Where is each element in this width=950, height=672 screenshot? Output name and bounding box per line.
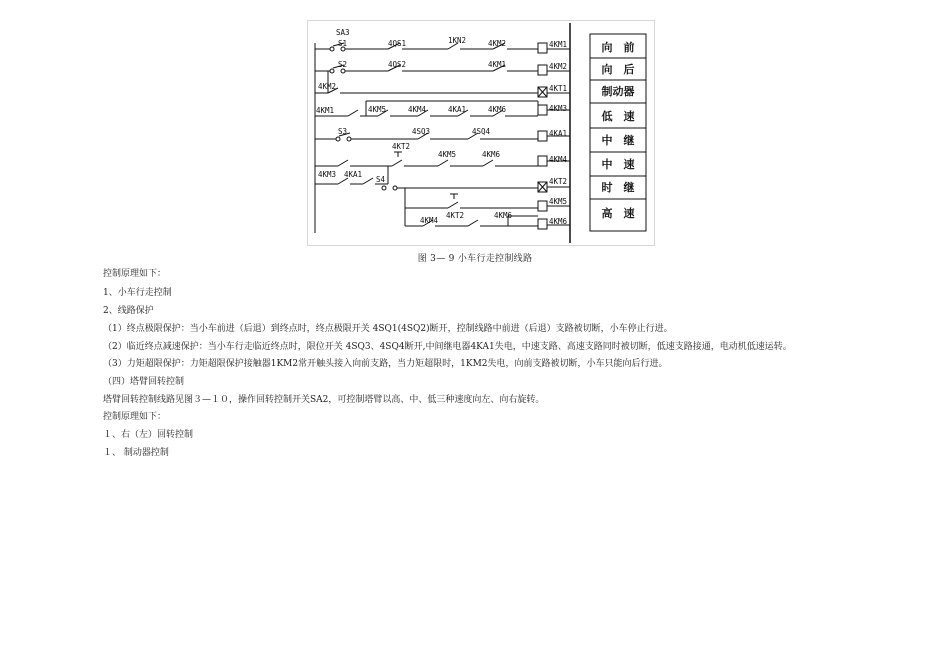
- label-s3: S3: [338, 127, 348, 136]
- func-brake: 制动器: [601, 85, 635, 98]
- label-4km1-nc: 4KM1: [488, 60, 507, 69]
- text-principle-heading-2: 控制原理如下：: [103, 412, 167, 422]
- text-section-1: 1、小车行走控制: [103, 288, 172, 298]
- text-right-left-control: １、右（左）回转控制: [103, 430, 194, 440]
- func-relay: 中 继: [601, 134, 635, 147]
- label-4km6-b: 4KM6: [482, 150, 501, 159]
- text-protection-1: （1）终点极限保护：当小车前进（后退）到终点时，终点极限开关 4SQ1(4SQ2)断开，控制线路中前进（后退）支路被切断，小车停止行进。: [103, 324, 673, 334]
- label-4km2-nc: 4KM2: [488, 39, 507, 48]
- label-4km2-coil: 4KM2: [549, 62, 568, 71]
- label-4km6-coil: 4KM6: [549, 217, 568, 226]
- label-4km6-c: 4KM6: [494, 211, 513, 220]
- label-4ka1-b: 4KA1: [344, 170, 363, 179]
- text-protection-3: （3）力矩超限保护：力矩超限保护接触器1KM2常开触头接入向前支路，当力矩超限时，1KM2失电，向前支路被切断，小车只能向后行进。: [103, 359, 668, 369]
- label-sa3: SA3: [336, 28, 350, 37]
- text-section-4: （四）塔臂回转控制: [103, 377, 185, 387]
- label-4km4-b: 4KM4: [420, 216, 439, 225]
- label-4qs2: 4QS2: [388, 60, 407, 69]
- label-s4: S4: [376, 175, 386, 184]
- label-4km1-coil: 4KM1: [549, 40, 568, 49]
- label-4km3-aux: 4KM3: [318, 170, 337, 179]
- figure-caption: 图 3— 9 小车行走控制线路: [417, 254, 533, 264]
- circuit-diagram: [307, 20, 655, 246]
- label-4km1-aux: 4KM1: [316, 106, 335, 115]
- text-section-2: 2、线路保护: [103, 306, 154, 316]
- label-4sq3: 4SQ3: [412, 127, 431, 136]
- func-low: 低 速: [601, 110, 635, 123]
- label-s1: S1: [338, 39, 348, 48]
- label-4ka1-coil: 4KA1: [549, 129, 568, 138]
- label-4qs1: 4QS1: [388, 39, 407, 48]
- label-4kt1: 4KT1: [549, 84, 568, 93]
- func-backward: 向 后: [601, 63, 635, 76]
- label-4km3-coil: 4KM3: [549, 104, 568, 113]
- label-4kt2-a: 4KT2: [392, 142, 411, 151]
- text-slewing-intro: 塔臂回转控制线路见图３—１０，操作回转控制开关SA2，可控制塔臂以高、中、低三种速度向左、向右旋转。: [103, 395, 545, 405]
- func-forward: 向 前: [601, 41, 635, 54]
- text-protection-2: （2）临近终点减速保护：当小车行走临近终点时，限位开关 4SQ3、4SQ4断开,中间继电器4KA1失电，中速支路、高速支路同时被切断，低速支路接通，电动机低速运转。: [103, 342, 792, 352]
- label-4km4-coil: 4KM4: [549, 155, 568, 164]
- func-high: 高 速: [601, 207, 635, 220]
- label-1kn2: 1KN2: [448, 36, 467, 45]
- label-4sq4: 4SQ4: [472, 127, 491, 136]
- label-4km5-a: 4KM5: [368, 105, 387, 114]
- label-4kt2-coil: 4KT2: [549, 177, 568, 186]
- label-4ka1-a: 4KA1: [448, 105, 467, 114]
- func-mid: 中 速: [601, 158, 635, 171]
- label-s2: S2: [338, 60, 348, 69]
- label-4km2-aux: 4KM2: [318, 82, 337, 91]
- text-principle-heading: 控制原理如下：: [103, 269, 167, 279]
- label-4km6-a: 4KM6: [488, 105, 507, 114]
- label-4kt2-b: 4KT2: [446, 211, 465, 220]
- func-timer: 时 继: [601, 181, 635, 194]
- text-brake-control: １、 制动器控制: [103, 448, 169, 458]
- label-4km5-b: 4KM5: [438, 150, 457, 159]
- label-4km4-a: 4KM4: [408, 105, 427, 114]
- circuit-diagram-svg: [308, 21, 654, 245]
- label-4km5-coil: 4KM5: [549, 197, 568, 206]
